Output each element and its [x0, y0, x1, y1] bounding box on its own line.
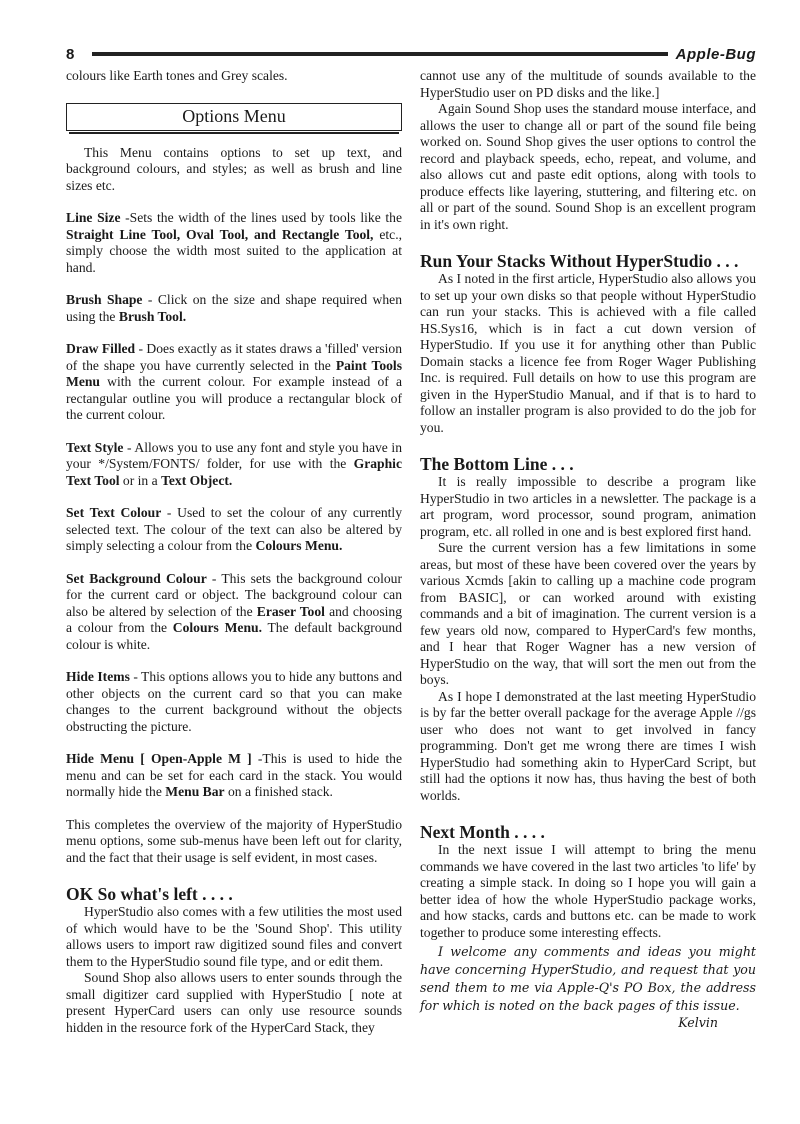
next-month-paragraph: In the next issue I will attempt to bring the menu commands we have covered in the last two articles 'to life' by creating a simple stack. In doing so I hope you will gain a better idea of how the whole HyperStudio package works, and how stacks, cards and buttons etc. can be made to work together to produce some interesting effects.: [420, 842, 756, 940]
bottom-line-paragraph-3: As I hope I demonstrated at the last meeting HyperStudio is by far the better overall package for the average Apple //gs user who does not want to get involved in fancy programming. Don't get me wrong there are times I wish HyperStudio had something akin to HyperCard Script, but still had the options it now has, thus having the best of both worlds.: [420, 688, 756, 803]
brush-shape-term: Brush Shape: [66, 292, 143, 307]
set-bg-colour-bold-2: Colours Menu.: [172, 620, 262, 635]
text-style-bold-1: Graphic Text Tool: [66, 456, 402, 488]
run-stacks-paragraph: As I noted in the first article, HyperStudio also allows you to set up your own disks so that people without HyperStudio can run your stacks. This is achieved with a file called HS.Sys16, which is in fact a cut down version of HyperStudio. If you use it for anything other than Public Domain stacks a licence fee from Roger Wager Publishing Inc. is required. Full details on how to use this program are given in the HyperStudio Manual, and if that is to hard to follow an installer program is also provided to do the job for you.: [420, 271, 756, 435]
next-month-heading: Next Month . . . .: [420, 822, 545, 842]
hide-menu-entry: [66, 751, 402, 801]
hide-menu-term: Hide Menu [ Open-Apple M ]: [66, 751, 252, 766]
author-signature: Kelvin: [678, 1015, 718, 1030]
draw-filled-text-1: - Does exactly as it states draws a 'filled' version of the shape you have currently selected in the: [66, 341, 402, 373]
draw-filled-bold-1: Paint Tools Menu: [66, 357, 402, 389]
intro-text: colours like Earth tones and Grey scales.: [66, 68, 288, 83]
hide-menu-bold-1: Menu Bar: [165, 784, 225, 799]
ok-paragraph-2: Sound Shop also allows users to enter sounds through the small digitizer card supplied with HyperStudio [ note at present HyperCard users can only use resource sounds hidden in the resource fork of the HyperCard Stack, they: [66, 970, 402, 1035]
continued-paragraph-2: Again Sound Shop uses the standard mouse interface, and allows the user to change all or part of the sound file being worked on. Sound Shop gives the user options to control the record and playback speeds, echo, repeat, and volume, and also allows cut and paste edit options, along with tools to produce effects like layering, stuttering, and filtering etc. on all or part of the sound. Sound Shop is an excellent program in it's own right.: [420, 101, 756, 232]
line-size-bold-1: Straight Line Tool, Oval Tool, and Rectangle Tool,: [66, 226, 374, 242]
bottom-line-paragraph-2: Sure the current version has a few limitations in some areas, but most of these have been covered over the years by various Xcmds [akin to calling up a machine code program from BASIC], or can worked around with existing commands and a bit of imagination. The current version is a few years old now, compared to HyperCard's few months, and I hear that Roger Wagner has a new version of HyperStudio on the way, that will sort the men out from the boys.: [420, 540, 756, 687]
brush-shape-entry: [66, 292, 402, 325]
ok-paragraph-1: HyperStudio also comes with a few utilities the most used of which would have to be the 'Sound Shop'. This utility allows users to import raw digitized sound files and convert them to the HyperStudio sound file type, and or edit them.: [66, 904, 402, 969]
text-style-term: Text Style: [66, 439, 124, 455]
set-bg-colour-text-3: The default background colour is white.: [66, 620, 402, 652]
draw-filled-text-2: with the current colour. For example instead of a rectangular outline you will produce a rectangular block of the current colour.: [66, 374, 402, 422]
text-style-entry: [66, 440, 402, 490]
set-bg-colour-term: Set Background Colour: [66, 570, 207, 586]
brush-shape-text-1: - Click on the size and shape required when using the: [66, 292, 403, 324]
text-style-text-1: - Allows you to use any font and style you have in your */System/FONTS/ folder, for use with the: [66, 439, 402, 471]
set-bg-colour-text-1: - This sets the background colour for the current card or object. The background colour can also be altered by selection of the: [66, 570, 402, 619]
options-intro: This Menu contains options to set up text, and background colours, and styles; as well as brush and line sizes etc.: [66, 144, 402, 193]
hide-items-term: Hide Items: [66, 669, 130, 684]
ok-heading: OK So what's left . . . .: [66, 884, 233, 904]
hide-items-entry: [66, 669, 402, 735]
line-size-text-2: etc., simply choose the width most suited to the application at hand.: [66, 226, 402, 275]
line-size-term: Line Size: [66, 210, 121, 225]
header-rule: [92, 52, 668, 56]
set-text-colour-term: Set Text Colour: [66, 505, 162, 520]
left-column: [66, 68, 402, 1036]
bottom-line-heading: The Bottom Line . . .: [420, 454, 574, 474]
closing-note: I welcome any comments and ideas you might have concerning HyperStudio, and request that you send them to me via Apple-Q's PO Box, the address for which is noted on the back pages of this issue.: [420, 944, 756, 1013]
page-header: [66, 43, 756, 65]
set-text-colour-entry: [66, 505, 402, 555]
line-size-text-1: -Sets the width of the lines used by tools like the: [120, 210, 402, 225]
brush-shape-bold-1: Brush Tool.: [118, 308, 187, 324]
set-bg-colour-entry: [66, 571, 402, 654]
options-menu-title-text: Options Menu: [182, 106, 286, 127]
options-menu-title: [66, 103, 402, 131]
text-style-text-2: or in a: [119, 472, 162, 488]
publication-name: Apple-Bug: [675, 45, 756, 63]
hide-menu-text-1: -This is used to hide the menu and can be set for each card in the stack. You would normally hide the: [66, 751, 402, 799]
set-text-colour-bold-1: Colours Menu.: [255, 538, 343, 553]
bottom-line-paragraph-1: It is really impossible to describe a program like HyperStudio in two articles in a newsletter. The package is a art program, word processor, sound program, animation program, etc. all rolled in one and is best explored first hand.: [420, 474, 756, 539]
set-bg-colour-text-2: and choosing a colour from the: [66, 603, 402, 635]
set-bg-colour-bold-1: Eraser Tool: [256, 603, 325, 619]
hide-menu-text-2: on a finished stack.: [224, 784, 333, 799]
run-stacks-heading: Run Your Stacks Without HyperStudio . . .: [420, 251, 739, 271]
continued-paragraph-1: cannot use any of the multitude of sounds available to the HyperStudio user on PD disks and the like.]: [420, 68, 756, 100]
set-text-colour-text-1: - Used to set the colour of any currently selected text. The colour of the text can also be altered by simply selecting a colour from the: [66, 505, 402, 553]
overview-paragraph: This completes the overview of the majority of HyperStudio menu options, some sub-menus have been left out for clarity, and the fact that their usage is self evident, in most cases.: [66, 816, 402, 865]
page-number: 8: [66, 45, 75, 63]
hide-items-text-1: - This options allows you to hide any buttons and other objects on the current card so that you can make changes to the current background without the objects obstructing the picture.: [66, 669, 403, 734]
text-style-bold-2: Text Object.: [161, 472, 233, 488]
right-column: [420, 68, 756, 1032]
draw-filled-term: Draw Filled: [66, 341, 136, 356]
line-size-entry: [66, 210, 402, 276]
draw-filled-entry: [66, 341, 402, 424]
